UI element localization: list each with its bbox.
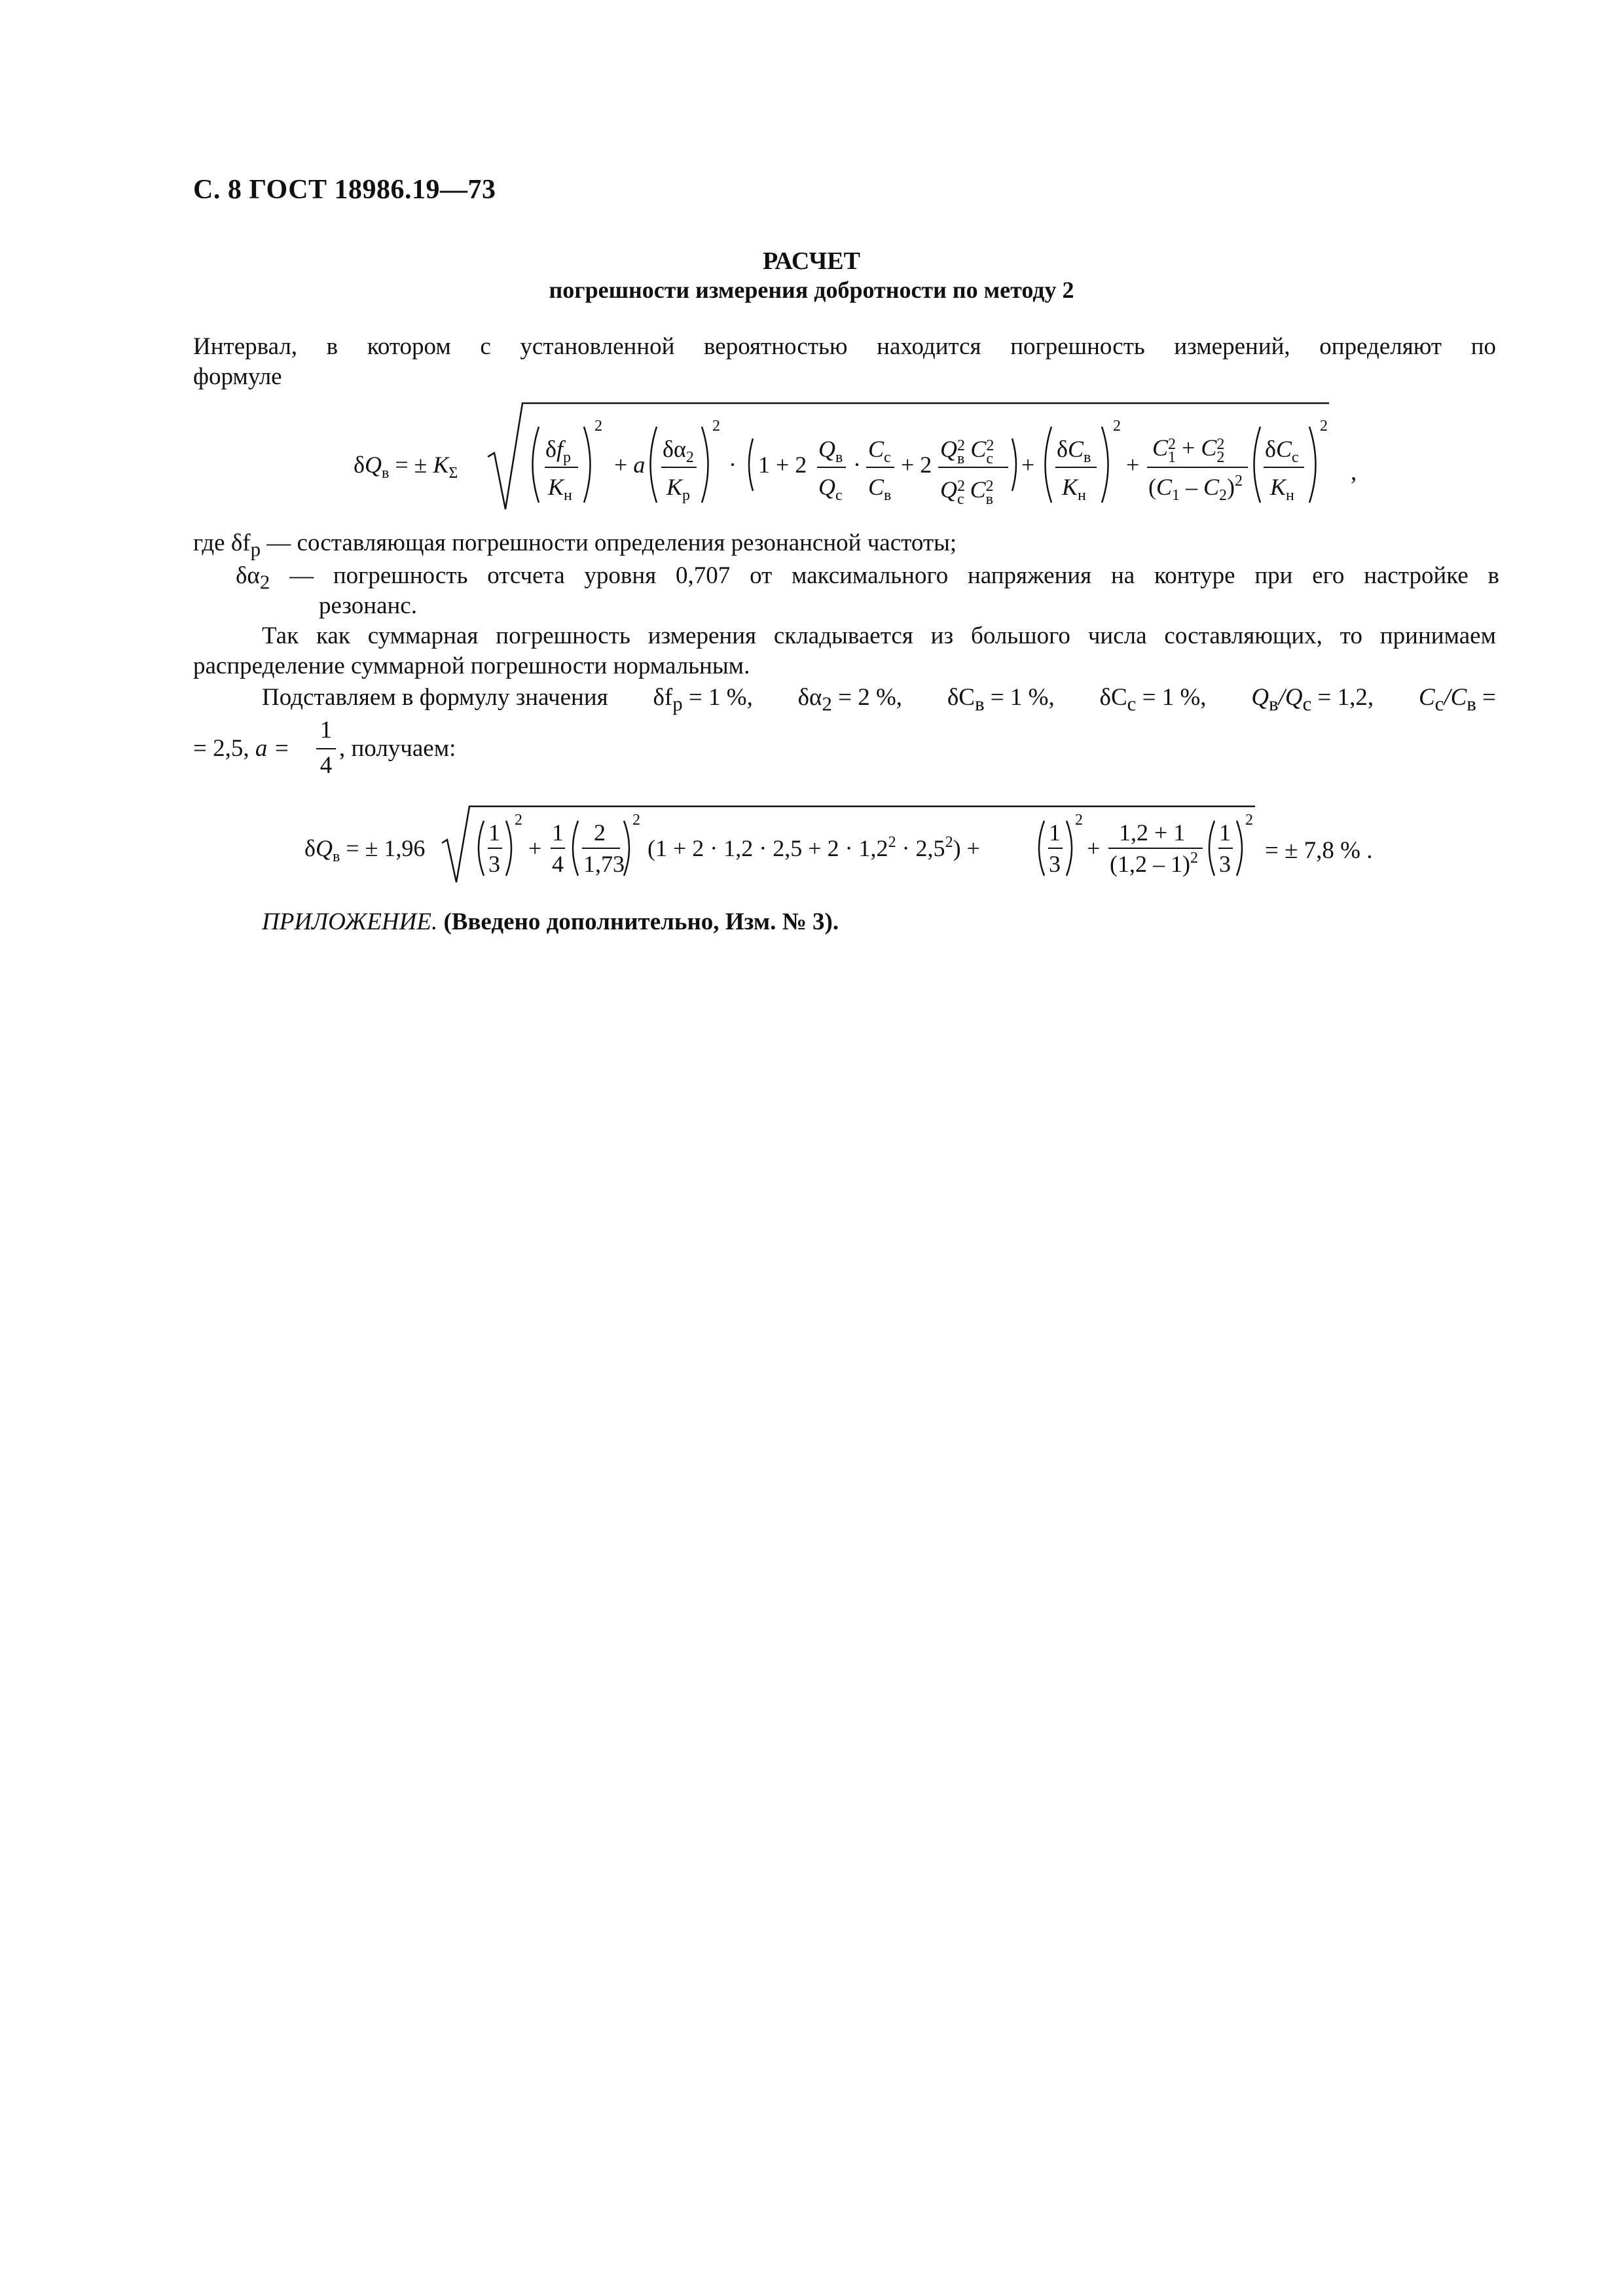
svg-text:1,2 + 1: 1,2 + 1 [1119, 819, 1186, 846]
page-header: С. 8 ГОСТ 18986.19—73 [193, 175, 496, 205]
svg-text:2: 2 [594, 819, 606, 846]
svg-text:C21 + C22: $C^2$ $1 + C^2$ 2 [1152, 435, 1225, 466]
formula-general [354, 399, 1342, 517]
para3-line2-end: , получаем: [339, 735, 456, 762]
svg-text:+: + [528, 835, 542, 861]
svg-text:2: 2 [1245, 812, 1253, 829]
svg-text:Kр: $K_р$ [666, 474, 691, 504]
svg-text:2: 2 [632, 812, 640, 829]
svg-text:Q2с C2в: $Q^2$ с $C^2$ в [940, 476, 994, 508]
value-cv: $\delta C_в = 1$ %, [947, 684, 1055, 715]
svg-text:Kн: $K_н$ [548, 474, 572, 504]
svg-text:·: · [729, 452, 737, 478]
svg-text:δCс: $\delta C_с$ [1265, 436, 1299, 466]
appendix-amendment: (Введено дополнительно, Изм. № 3). [443, 908, 839, 935]
svg-text:2: 2 [1113, 418, 1121, 435]
svg-text:+: + [1087, 835, 1101, 861]
svg-text:2: 2 [1075, 812, 1083, 829]
svg-text:Kн: $K_н$ [1062, 474, 1086, 504]
para3-line-1 [262, 683, 1496, 716]
where-line-1 [193, 529, 957, 562]
a-label: a = [255, 735, 290, 762]
svg-text:1: 1 [1219, 819, 1231, 846]
svg-text:Qс: $Q_с$ [818, 474, 843, 504]
svg-text:+ 2: + 2 [901, 452, 932, 478]
para3-line-2 [193, 734, 290, 763]
svg-text:(1 + 2 · 1,2 · 2,5 + 2 · 1,22: $(1 + 2 \cdot 1,2 \cdot 2,5 + 2 \cdot 1,2^2 \cdot 2,5^2)$ + [647, 834, 980, 861]
where-line-2 [236, 562, 1499, 594]
svg-text:δQв = ± 1,96: $\delta Q_в$ = ± 1,96 [304, 835, 426, 865]
intro-line-2: формуле [193, 363, 282, 390]
a-denominator: 4 [319, 752, 333, 779]
svg-text:Qв: $Q_в$ [818, 436, 843, 466]
value-q-ratio: $Q_в/Q_с = 1,2$, [1251, 684, 1374, 715]
svg-text:+: + [1021, 452, 1035, 478]
svg-text:Cс: $C_с$ [868, 436, 891, 466]
svg-text:δfр: $\delta f_р$ [545, 436, 571, 466]
where-text-1: — составляющая погрешности определения резонансной частоты; [266, 529, 957, 556]
svg-text:δQв = ± KΣ: $\delta Q_в$ = ± $K_\Sigma$ [354, 452, 458, 482]
where-symbol-1: $\delta f_р$ [230, 529, 261, 561]
svg-text:+: + [1126, 452, 1140, 478]
svg-text:1: 1 [488, 819, 500, 846]
svg-text:3: 3 [488, 851, 500, 877]
svg-text:1: 1 [552, 819, 564, 846]
svg-text:δα2: $\delta\alpha_2$ [663, 436, 694, 466]
appendix-label: ПРИЛОЖЕНИЕ. [262, 908, 438, 935]
where-prefix: где [193, 529, 225, 556]
svg-text:3: 3 [1049, 851, 1061, 877]
svg-text:Q2в C2с: $Q^2$ в $C^2$ с [940, 436, 994, 467]
value-cc: $\delta C_с = 1$ %, [1099, 684, 1207, 715]
svg-text:2: 2 [712, 418, 720, 435]
appendix-note [262, 908, 839, 937]
para3-lead: Подставляем в формулу значения [262, 684, 608, 711]
svg-text:4: 4 [552, 851, 564, 877]
value-fp: $\delta f_р = 1$ %, [653, 684, 753, 715]
svg-text:Kн: $K_н$ [1270, 474, 1294, 504]
svg-text:1: 1 [1049, 819, 1061, 846]
svg-text:2: 2 [515, 812, 522, 829]
svg-text:2: 2 [1320, 418, 1328, 435]
svg-text:+ a: + a [614, 452, 646, 478]
formula-comma: , [1351, 459, 1357, 486]
where-line-2-cont: резонанс. [319, 592, 417, 619]
svg-text:1,73: 1,73 [583, 851, 625, 877]
intro-line-1: Интервал, в котором с установленной вероятностью находится погрешность измерений, определяют по [193, 333, 1496, 360]
svg-text:Cв: $C_в$ [868, 474, 892, 504]
svg-text:δCв: $\delta C_в$ [1057, 436, 1091, 466]
formula-result: = ± 7,8 % . [1265, 837, 1373, 864]
svg-text:·: · [853, 452, 861, 478]
para2-line-2: распределение суммарной погрешности нормальным. [193, 653, 750, 679]
value-c-ratio: $C_с/C_в$ = [1418, 684, 1496, 715]
para2-line-1: Так как суммарная погрешность измерения складывается из большого числа составляющих, то принимаем [262, 622, 1496, 649]
svg-text:(1,2 – 1)2: (1,2 – 1)$^2$ [1110, 850, 1198, 877]
formula-numeric [304, 804, 1391, 889]
para3-line2-start: = 2,5, [193, 735, 249, 762]
svg-text:(C1 – C2)2: $(C_1 - C_2)^2$ [1148, 473, 1243, 504]
value-alpha: $\delta\alpha_2 = 2$ %, [797, 684, 903, 715]
svg-text:3: 3 [1219, 851, 1231, 877]
where-text-2: — погрешность отсчета уровня 0,707 от максимального напряжения на контуре при его настройке в [289, 562, 1500, 589]
a-numerator: 1 [319, 717, 333, 744]
a-fraction-bar [316, 748, 336, 749]
section-subtitle: погрешности измерения добротности по методу 2 [549, 277, 1074, 303]
section-title: РАСЧЕТ [763, 247, 860, 275]
where-symbol-2: $\delta\alpha_2$ [236, 562, 270, 594]
svg-text:1 + 2: 1 + 2 [758, 452, 807, 478]
svg-text:2: 2 [594, 418, 602, 435]
